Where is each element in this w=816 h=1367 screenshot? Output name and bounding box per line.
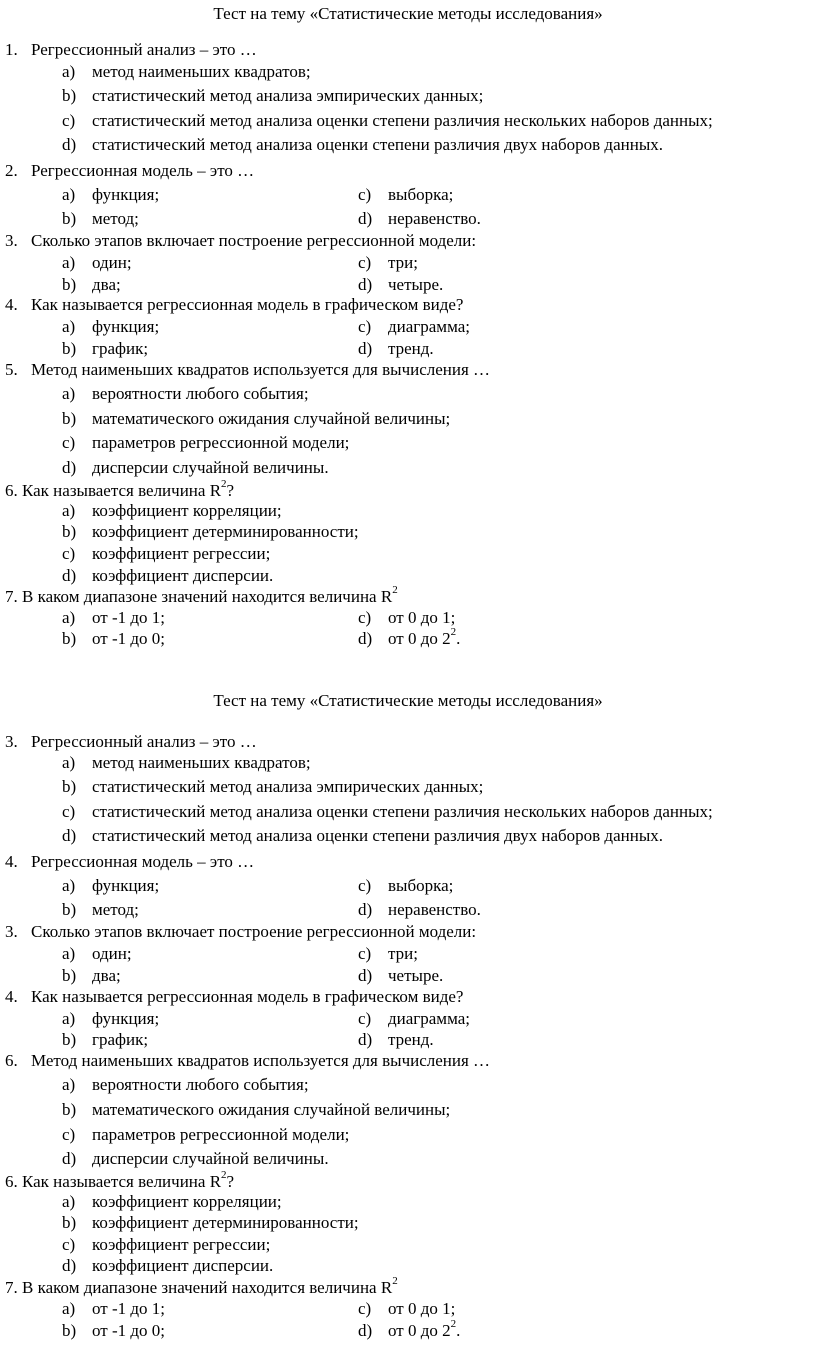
answer-option: b) коэффициент детерминированности; <box>62 1213 359 1232</box>
answer-option: d) неравенство. <box>358 209 481 228</box>
answer-option: c) выборка; <box>358 876 454 895</box>
superscript: 2 <box>450 626 457 639</box>
answer-option: a) функция; <box>62 1009 160 1028</box>
question-number: 3. <box>5 732 18 751</box>
question-text: Метод наименьших квадратов используется для вычисления … <box>31 360 491 379</box>
question-7 <box>5 1277 398 1299</box>
answer-option: d) тренд. <box>358 1030 434 1049</box>
question-text: Регрессионный анализ – это … <box>31 732 257 751</box>
answer-option: b) статистический метод анализа эмпирических данных; <box>62 777 484 796</box>
question-3 <box>5 921 476 943</box>
answer-option: d) коэффициент дисперсии. <box>62 1256 274 1275</box>
question-text: Как называется регрессионная модель в графическом виде? <box>31 987 464 1006</box>
answer-option: a) функция; <box>62 185 160 204</box>
answer-option: a) от -1 до 1; <box>62 1299 165 1318</box>
answer-option: b) статистический метод анализа эмпирических данных; <box>62 86 484 105</box>
question-4 <box>5 294 463 316</box>
answer-option: d) тренд. <box>358 339 434 358</box>
answer-option: c) статистический метод анализа оценки степени различия нескольких наборов данных; <box>62 111 713 130</box>
question-7 <box>5 586 398 608</box>
question-text: В каком диапазоне значений находится величина R <box>22 1278 393 1297</box>
answer-option: c) выборка; <box>358 185 454 204</box>
question-number: 7. <box>5 1278 18 1297</box>
answer-option: d) от 0 до $2^2$. <box>358 626 461 648</box>
answer-option: d) четыре. <box>358 275 444 294</box>
answer-option: b) график; <box>62 1030 149 1049</box>
answer-option: a) один; <box>62 944 132 963</box>
question-text: Сколько этапов включает построение регрессионной модели: <box>31 231 477 250</box>
question-3 <box>5 230 476 252</box>
question-1 <box>5 39 257 61</box>
answer-option: c) параметров регрессионной модели; <box>62 433 350 452</box>
answer-option: d) коэффициент дисперсии. <box>62 566 274 585</box>
question-number: 3. <box>5 922 18 941</box>
answer-option: a) метод наименьших квадратов; <box>62 753 311 772</box>
test-title: Тест на тему «Статистические методы исследования» <box>213 691 603 710</box>
question-number: 6. <box>5 1172 18 1191</box>
superscript: 2 <box>221 478 227 491</box>
question-number: 1. <box>5 40 18 59</box>
question-2 <box>5 851 254 873</box>
question-number: 4. <box>5 295 18 314</box>
answer-option: a) метод наименьших квадратов; <box>62 62 311 81</box>
answer-option: a) функция; <box>62 317 160 336</box>
answer-option: b) два; <box>62 966 121 985</box>
superscript: 2 <box>221 1169 227 1182</box>
answer-option: d) статистический метод анализа оценки степени различия двух наборов данных. <box>62 826 663 845</box>
superscript: 2 <box>392 584 398 597</box>
question-5 <box>5 1050 490 1072</box>
answer-option: b) график; <box>62 339 149 358</box>
answer-option: c) диаграмма; <box>358 1009 470 1028</box>
question-text: Регрессионная модель – это … <box>31 161 255 180</box>
question-number: 5. <box>5 360 18 379</box>
answer-option: b) метод; <box>62 900 139 919</box>
answer-option: b) коэффициент детерминированности; <box>62 522 359 541</box>
question-number: 7. <box>5 587 18 606</box>
question-number: 6. <box>5 1051 18 1070</box>
question-number: 4. <box>5 852 18 871</box>
answer-option: c) коэффициент регрессии; <box>62 544 271 563</box>
answer-option: a) коэффициент корреляции; <box>62 1192 282 1211</box>
question-text: Метод наименьших квадратов используется для вычисления … <box>31 1051 491 1070</box>
answer-option: c) три; <box>358 253 418 272</box>
answer-option: b) метод; <box>62 209 139 228</box>
answer-option: b) от -1 до 0; <box>62 629 165 648</box>
answer-option: a) коэффициент корреляции; <box>62 501 282 520</box>
question-text: В каком диапазоне значений находится величина R <box>22 587 393 606</box>
question-4 <box>5 986 463 1008</box>
answer-option: a) вероятности любого события; <box>62 1075 309 1094</box>
superscript: 2 <box>392 1275 398 1288</box>
answer-option: d) четыре. <box>358 966 444 985</box>
question-number: 2. <box>5 161 18 180</box>
answer-option: b) от -1 до 0; <box>62 1321 165 1340</box>
test-title: Тест на тему «Статистические методы исследования» <box>213 4 603 23</box>
answer-option: a) вероятности любого события; <box>62 384 309 403</box>
question-text: Сколько этапов включает построение регрессионной модели: <box>31 922 477 941</box>
question-text: Регрессионный анализ – это … <box>31 40 257 59</box>
question-text: Как называется регрессионная модель в графическом виде? <box>31 295 464 314</box>
question-1 <box>5 731 257 753</box>
answer-option: b) математического ожидания случайной величины; <box>62 1100 451 1119</box>
question-text: Регрессионная модель – это … <box>31 852 255 871</box>
answer-option: d) дисперсии случайной величины. <box>62 458 329 477</box>
question-text: Как называется величина R <box>22 1172 222 1191</box>
superscript: 2 <box>450 1318 457 1331</box>
question-6: 6. Как называется величина $R^2$? <box>5 1169 235 1191</box>
answer-option: c) статистический метод анализа оценки степени различия нескольких наборов данных; <box>62 802 713 821</box>
answer-option: a) один; <box>62 253 132 272</box>
answer-option: a) функция; <box>62 876 160 895</box>
answer-option: b) математического ожидания случайной величины; <box>62 409 451 428</box>
question-number: 6. <box>5 481 18 500</box>
answer-option: b) два; <box>62 275 121 294</box>
answer-option: d) неравенство. <box>358 900 481 919</box>
answer-option: c) от 0 до 1; <box>358 1299 456 1318</box>
question-5 <box>5 359 490 381</box>
answer-option: d) статистический метод анализа оценки степени различия двух наборов данных. <box>62 135 663 154</box>
answer-option: a) от -1 до 1; <box>62 608 165 627</box>
question-number: 4. <box>5 987 18 1006</box>
question-number: 3. <box>5 231 18 250</box>
answer-option: c) три; <box>358 944 418 963</box>
answer-option: c) от 0 до 1; <box>358 608 456 627</box>
question-2 <box>5 160 254 182</box>
question-text: Как называется величина R <box>22 481 222 500</box>
answer-option: c) параметров регрессионной модели; <box>62 1125 350 1144</box>
answer-option: c) коэффициент регрессии; <box>62 1235 271 1254</box>
answer-option: c) диаграмма; <box>358 317 470 336</box>
question-6: 6. Как называется величина $R^2$? <box>5 478 235 500</box>
answer-option: d) от 0 до $2^2$. <box>358 1318 461 1340</box>
answer-option: d) дисперсии случайной величины. <box>62 1149 329 1168</box>
